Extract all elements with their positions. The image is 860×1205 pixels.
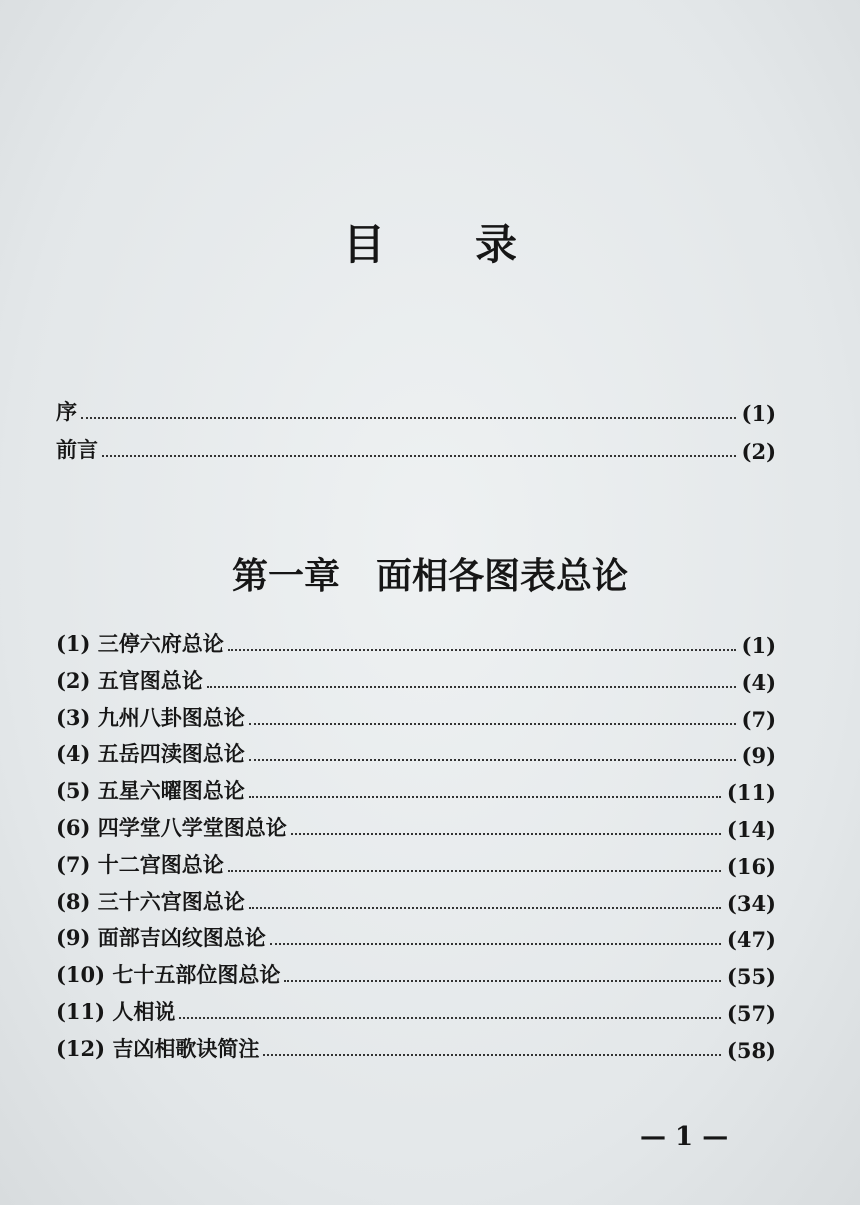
toc-entry[interactable] <box>56 661 776 695</box>
chapter-name: 面相各图表总论 <box>376 555 629 597</box>
entry-label: (3) 九州八卦图总论 <box>56 704 245 730</box>
toc-entry[interactable] <box>56 624 776 658</box>
dot-leader <box>228 870 721 872</box>
dot-leader <box>284 980 720 982</box>
entry-page: (14) <box>726 817 776 842</box>
toc-entry[interactable] <box>56 1029 776 1063</box>
toc-entry[interactable] <box>56 771 776 805</box>
dot-leader <box>249 796 721 798</box>
entry-page: (7) <box>741 706 776 732</box>
chapter-number: 第一章 <box>231 555 340 597</box>
toc-entry[interactable] <box>56 808 776 842</box>
entry-label: (10) 七十五部位图总论 <box>56 962 281 988</box>
entry-label: (12) 吉凶相歌诀简注 <box>56 1035 260 1061</box>
toc-entry[interactable] <box>56 734 776 768</box>
entry-label: (1) 三停六府总论 <box>56 631 224 656</box>
dot-leader <box>270 943 721 945</box>
entry-page: (11) <box>726 780 776 806</box>
dot-leader <box>249 907 721 909</box>
entry-page: (1) <box>741 401 776 426</box>
dot-leader <box>263 1054 720 1056</box>
dot-leader <box>81 417 736 419</box>
entry-label: (5) 五星六曜图总论 <box>56 778 245 804</box>
entry-label: 序 <box>56 399 77 424</box>
toc-entry[interactable] <box>56 845 776 879</box>
entry-label: (2) 五官图总论 <box>56 667 203 693</box>
toc-entry[interactable] <box>56 918 776 952</box>
entry-page: (55) <box>726 964 776 990</box>
page-number: — 1 — <box>640 1122 729 1152</box>
entry-page: (58) <box>726 1037 776 1063</box>
dot-leader <box>249 723 736 725</box>
entry-label: (11) 人相说 <box>56 999 176 1024</box>
toc-entry[interactable] <box>56 955 776 989</box>
entry-page: (16) <box>726 853 776 879</box>
dot-leader <box>179 1017 720 1019</box>
entry-label: (8) 三十六宫图总论 <box>56 888 245 914</box>
entry-label: (6) 四学堂八学堂图总论 <box>56 815 287 840</box>
dot-leader <box>291 833 721 835</box>
dot-leader <box>207 686 736 688</box>
chapter-heading <box>0 548 860 599</box>
page-title: 目录 <box>342 220 607 269</box>
toc-entry-preface[interactable] <box>56 392 776 426</box>
entry-label: (4) 五岳四渎图总论 <box>56 741 245 767</box>
entry-page: (9) <box>741 743 776 769</box>
entry-label: (7) 十二宫图总论 <box>56 851 224 877</box>
entry-label: (9) 面部吉凶纹图总论 <box>56 925 266 951</box>
toc-entry[interactable] <box>56 698 776 732</box>
entry-page: (4) <box>741 669 776 695</box>
entry-label: 前言 <box>56 437 98 462</box>
toc-entry[interactable] <box>56 992 776 1026</box>
toc-entry-foreword[interactable] <box>56 430 776 464</box>
entry-page: (2) <box>741 439 776 464</box>
dot-leader <box>249 759 736 761</box>
dot-leader <box>102 455 736 457</box>
entry-page: (34) <box>726 890 776 916</box>
dot-leader <box>228 649 736 651</box>
entry-page: (47) <box>726 927 776 953</box>
toc-entry[interactable] <box>56 882 776 916</box>
entry-page: (57) <box>726 1001 776 1026</box>
entry-page: (1) <box>741 633 776 658</box>
